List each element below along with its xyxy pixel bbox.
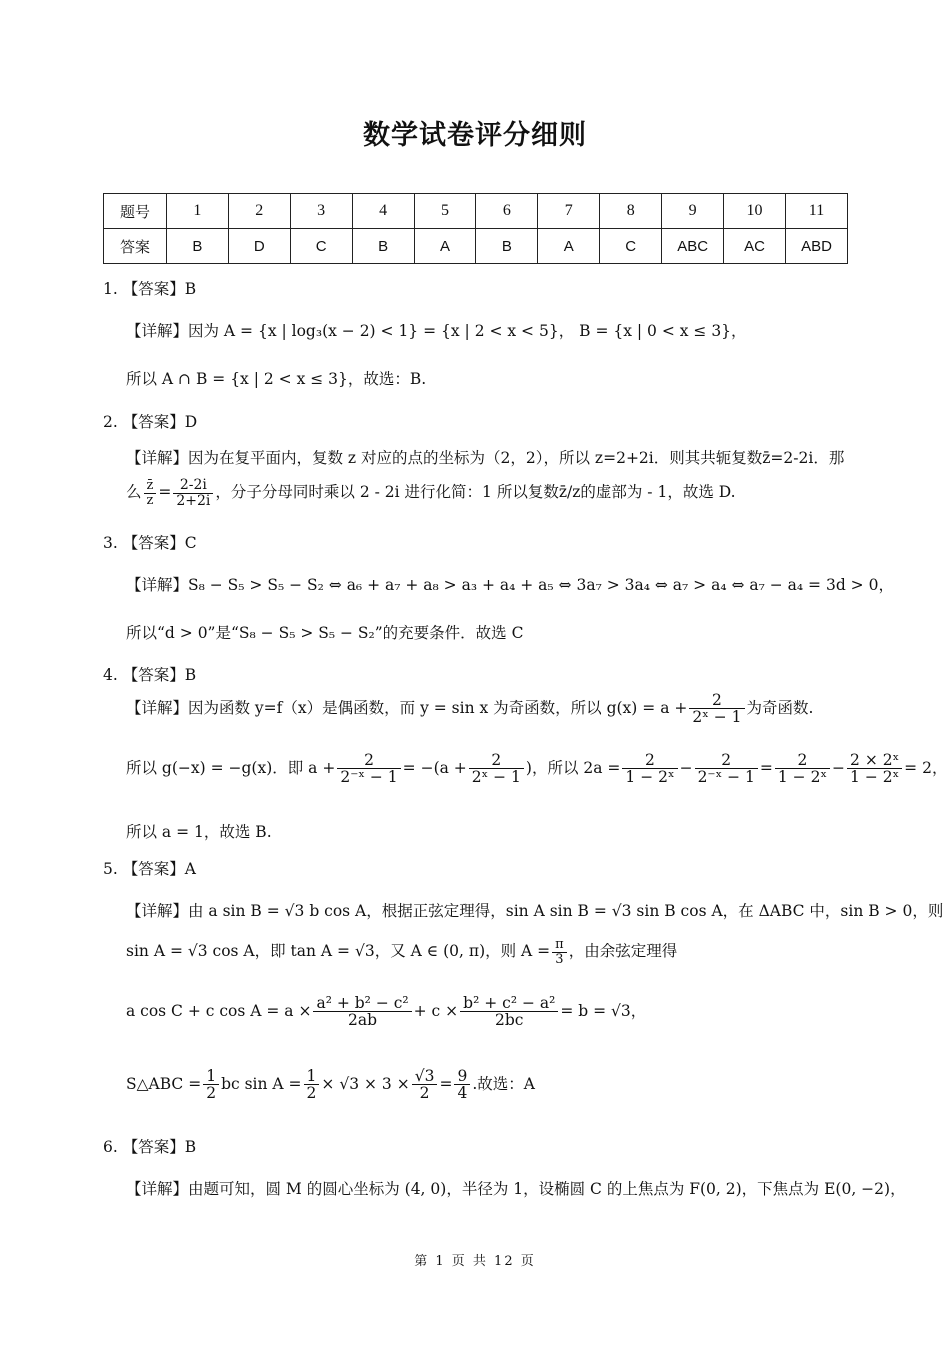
q5-detail-line-2 xyxy=(126,938,677,966)
q5-answer: 5. 【答案】A xyxy=(103,860,196,878)
fraction-denominator: 2 xyxy=(306,1084,317,1103)
table-row-numbers xyxy=(104,194,848,229)
fraction-numerator: 1 xyxy=(203,1068,219,1085)
table-cell: C xyxy=(600,229,662,264)
q5-detail-line-4 xyxy=(126,1068,535,1102)
fraction-denominator: 2ˣ − 1 xyxy=(471,768,521,787)
q5-detail-line-1: 【详解】由 a sin B = √3 b cos A，根据正弦定理得，sin A sin B = √3 sin B cos A，在 ΔABC 中，sin B > 0，则 xyxy=(126,902,944,920)
table-cell: 9 xyxy=(662,194,724,229)
table-cell: A xyxy=(414,229,476,264)
q2-fraction-lhs xyxy=(144,479,157,507)
fraction-numerator: a² + b² − c² xyxy=(313,995,411,1012)
q4-text: 所以 g(−x) = −g(x)．即 a + xyxy=(126,758,336,777)
q4-answer: 4. 【答案】B xyxy=(103,666,197,684)
q4-text: − xyxy=(679,758,693,777)
table-cell: AC xyxy=(724,229,786,264)
q5-text: S△ABC = xyxy=(126,1074,202,1093)
table-cell: ABC xyxy=(662,229,724,264)
q6-detail-line-1: 【详解】由题可知，圆 M 的圆心坐标为 (4, 0)，半径为 1，设椭圆 C 的上焦点为 F(0, 2)，下焦点为 E(0, −2)， xyxy=(126,1180,906,1198)
fraction-denominator: 2 xyxy=(206,1084,217,1103)
table-cell: C xyxy=(290,229,352,264)
fraction-denominator: 1 − 2ˣ xyxy=(777,768,828,787)
q4-text: = 2， xyxy=(904,758,948,777)
q4-text: 【详解】因为函数 y=f（x）是偶函数，而 y = sin x 为奇函数，所以 g(x) = a + xyxy=(126,698,688,717)
fraction-denominator: 2⁻ˣ − 1 xyxy=(697,768,755,787)
fraction-denominator: 2⁻ˣ − 1 xyxy=(340,768,398,787)
fraction-numerator: 2 xyxy=(775,752,830,769)
table-cell: B xyxy=(166,229,228,264)
q6-answer: 6. 【答案】B xyxy=(103,1138,197,1156)
table-cell: 10 xyxy=(724,194,786,229)
table-cell: A xyxy=(538,229,600,264)
q5-fraction xyxy=(304,1068,320,1102)
q5-text: + c × xyxy=(413,1001,459,1020)
table-row-answers xyxy=(104,229,848,264)
table-header-cell: 答案 xyxy=(104,229,167,264)
fraction-numerator: 2 × 2ˣ xyxy=(847,752,902,769)
q5-text: = xyxy=(439,1074,453,1093)
fraction-numerator: 9 xyxy=(454,1068,470,1085)
fraction-denominator: 3 xyxy=(555,951,564,967)
fraction-numerator: z̄ xyxy=(144,479,157,494)
q4-text: 为奇函数. xyxy=(746,698,814,717)
q5-text: a cos C + c cos A = a × xyxy=(126,1001,312,1020)
q3-detail-line-1: 【详解】S₈ − S₅ > S₅ − S₂ ⇔ a₆ + a₇ + a₈ > a₃ + a₄ + a₅ ⇔ 3a₇ > 3a₄ ⇔ a₇ > a₄ ⇔ a₇ − a₄ = 3d > 0， xyxy=(126,576,894,594)
table-cell: 7 xyxy=(538,194,600,229)
table-cell: ABD xyxy=(786,229,848,264)
fraction-denominator: 2 xyxy=(419,1084,430,1103)
fraction-denominator: 1 − 2ˣ xyxy=(625,768,675,787)
fraction-numerator: 2 xyxy=(337,752,400,769)
q1-detail-line-1: 【详解】因为 A = {x | log₃(x − 2) < 1} = {x | 2 < x < 5}， B = {x | 0 < x ≤ 3}， xyxy=(126,322,747,340)
q4-fraction xyxy=(847,752,902,786)
q2-fraction xyxy=(173,478,213,508)
q5-text: sin A = √3 cos A，即 tan A = √3，又 A ∈ (0, π)，则 A = xyxy=(126,942,551,961)
q4-detail-line-1 xyxy=(126,692,813,726)
q4-text: = xyxy=(759,758,773,777)
q4-fraction xyxy=(622,752,677,786)
table-header-cell: 题号 xyxy=(104,194,167,229)
q4-fraction xyxy=(469,752,524,786)
q4-detail-line-2 xyxy=(126,752,947,786)
q4-text: = −(a + xyxy=(402,758,467,777)
q2-text: = xyxy=(158,483,172,502)
fraction-numerator: 2 xyxy=(689,692,744,709)
q4-text: )，所以 2a = xyxy=(525,758,621,777)
q5-text: bc sin A = xyxy=(221,1074,302,1093)
q5-detail-line-3 xyxy=(126,995,646,1029)
table-cell: B xyxy=(476,229,538,264)
q3-answer: 3. 【答案】C xyxy=(103,534,197,552)
table-cell: 8 xyxy=(600,194,662,229)
q5-text: × √3 × 3 × xyxy=(321,1074,410,1093)
fraction-numerator: 2 xyxy=(695,752,758,769)
q5-fraction xyxy=(313,995,411,1029)
q4-fraction xyxy=(695,752,758,786)
table-cell: D xyxy=(228,229,290,264)
fraction-denominator: 2ˣ − 1 xyxy=(692,708,742,727)
fraction-numerator: 2 xyxy=(469,752,524,769)
q5-fraction xyxy=(552,938,567,966)
q4-text: − xyxy=(832,758,846,777)
q5-fraction xyxy=(412,1068,438,1102)
fraction-numerator: 2-2i xyxy=(173,478,213,494)
fraction-denominator: 2+2i xyxy=(176,492,211,509)
q1-detail-line-2: 所以 A ∩ B = {x | 2 < x ≤ 3}，故选：B. xyxy=(126,370,427,388)
q3-detail-line-2: 所以“d > 0”是“S₈ − S₅ > S₅ − S₂”的充要条件．故选 C xyxy=(126,624,524,642)
q2-text: ，分子分母同时乘以 2 - 2i 进行化简：1 所以复数z̄/z的虚部为 - 1，故选 D. xyxy=(215,483,736,502)
answer-table xyxy=(103,193,848,264)
table-cell: 4 xyxy=(352,194,414,229)
q5-text: .故选：A xyxy=(472,1074,535,1093)
page-title: 数学试卷评分细则 xyxy=(363,120,587,151)
q4-fraction xyxy=(337,752,400,786)
table-cell: 6 xyxy=(476,194,538,229)
table-cell: B xyxy=(352,229,414,264)
q5-text: ，由余弦定理得 xyxy=(568,942,678,961)
q5-fraction xyxy=(203,1068,219,1102)
q2-detail-line-2 xyxy=(126,478,736,508)
q4-fraction xyxy=(775,752,830,786)
fraction-denominator: 2bc xyxy=(495,1011,524,1030)
q5-text: = b = √3， xyxy=(560,1001,647,1020)
page-footer: 第 1 页 共 12 页 xyxy=(414,1254,536,1269)
q2-answer: 2. 【答案】D xyxy=(103,413,198,431)
fraction-numerator: b² + c² − a² xyxy=(460,995,558,1012)
q5-fraction xyxy=(454,1068,470,1102)
fraction-denominator: z xyxy=(146,492,154,508)
table-cell: 2 xyxy=(228,194,290,229)
q4-fraction xyxy=(689,692,744,726)
table-cell: 3 xyxy=(290,194,352,229)
fraction-numerator: π xyxy=(552,938,567,953)
fraction-denominator: 2ab xyxy=(348,1011,378,1030)
q4-detail-line-3: 所以 a = 1，故选 B. xyxy=(126,823,272,841)
q1-answer: 1. 【答案】B xyxy=(103,280,197,298)
fraction-numerator: √3 xyxy=(412,1068,438,1085)
fraction-denominator: 1 − 2ˣ xyxy=(850,768,900,787)
q2-text: 么 xyxy=(126,483,142,502)
fraction-numerator: 1 xyxy=(304,1068,320,1085)
fraction-numerator: 2 xyxy=(622,752,677,769)
table-cell: 1 xyxy=(166,194,228,229)
q2-detail-line-1: 【详解】因为在复平面内，复数 z 对应的点的坐标为（2，2），所以 z=2+2i．则其共轭复数z̄=2-2i．那 xyxy=(126,449,845,467)
table-cell: 11 xyxy=(786,194,848,229)
q5-fraction xyxy=(460,995,558,1029)
table-cell: 5 xyxy=(414,194,476,229)
fraction-denominator: 4 xyxy=(457,1084,468,1103)
